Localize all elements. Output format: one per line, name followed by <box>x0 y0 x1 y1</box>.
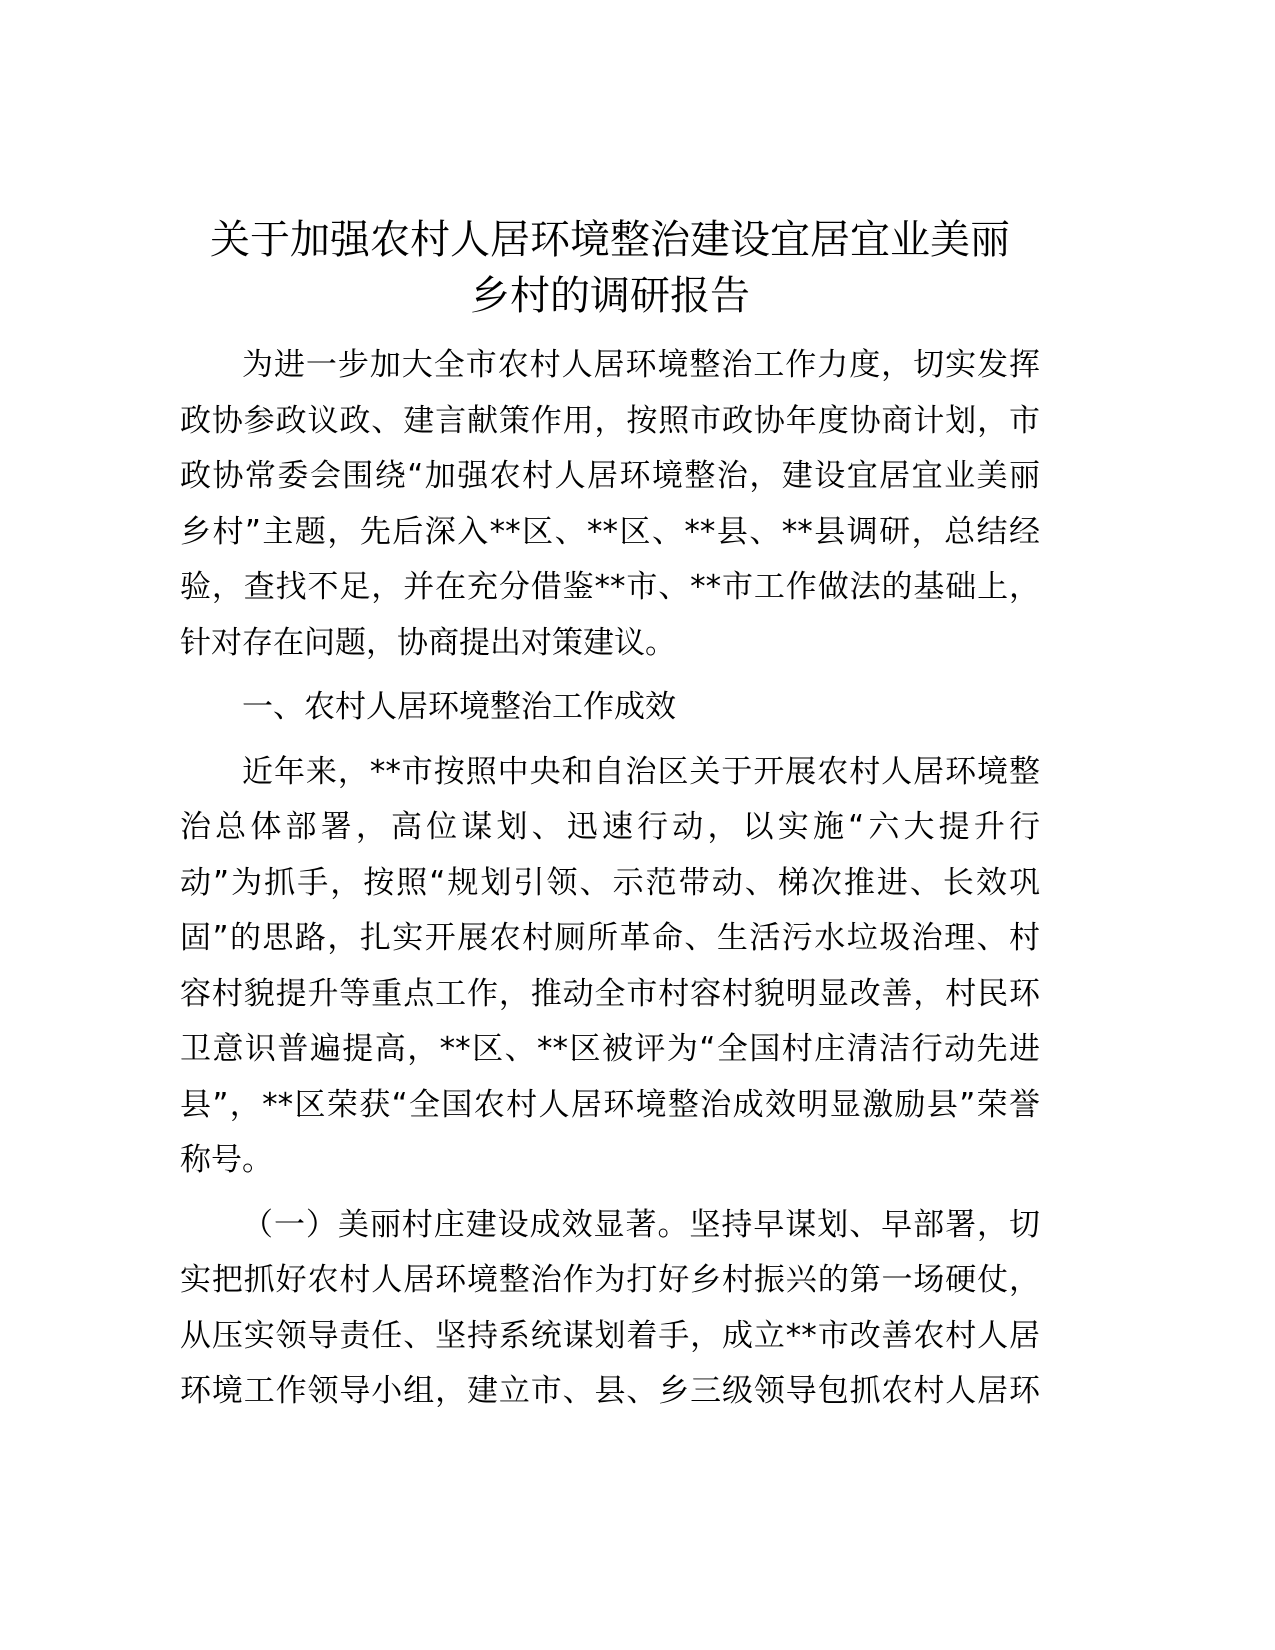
text-line: （一）美丽村庄建设成效显著。坚持早谋划、早部署，切 <box>242 1206 1040 1243</box>
title-line: 乡村的调研报告 <box>470 273 750 319</box>
text-line: 针对存在问题，协商提出对策建议。 <box>180 624 676 661</box>
text-line: 容村貌提升等重点工作，推动全市村容村貌明显改善，村民环 <box>180 975 1040 1012</box>
text-line: 从压实领导责任、坚持系统谋划着手，成立**市改善农村人居 <box>180 1317 1040 1354</box>
heading-line: 一、农村人居环境整治工作成效 <box>242 689 676 725</box>
subsection-paragraph <box>180 1198 1040 1420</box>
text-line: 乡村”主题，先后深入**区、**区、**县、**县调研，总结经 <box>180 513 1040 550</box>
text-line: 动”为抓手，按照“规划引领、示范带动、梯次推进、长效巩 <box>180 864 1040 901</box>
text-line: 县”，**区荣获“全国农村人居环境整治成效明显激励县”荣誉 <box>180 1086 1040 1123</box>
paragraph-gap <box>180 671 1040 680</box>
text-line: 固”的思路，扎实开展农村厕所革命、生活污水垃圾治理、村 <box>180 920 1040 956</box>
paragraph-gap <box>180 1189 1040 1198</box>
text-line: 政协参政议政、建言献策作用，按照市政协年度协商计划，市 <box>180 402 1040 439</box>
text-line: 治总体部署，高位谋划、迅速行动，以实施“六大提升行 <box>180 809 1040 845</box>
section-heading <box>180 680 1040 736</box>
text-line: 为进一步加大全市农村人居环境整治工作力度，切实发挥 <box>242 347 1040 383</box>
text-line: 近年来，**市按照中央和自治区关于开展农村人居环境整 <box>242 753 1040 790</box>
text-line: 卫意识普遍提高，**区、**区被评为“全国村庄清洁行动先进 <box>180 1031 1040 1067</box>
paragraph-gap <box>180 736 1040 745</box>
text-line: 验，查找不足，并在充分借鉴**市、**市工作做法的基础上， <box>180 569 1040 605</box>
document-body <box>180 338 1040 1420</box>
text-line: 称号。 <box>180 1142 273 1178</box>
text-line: 政协常委会围绕“加强农村人居环境整治，建设宜居宜业美丽 <box>180 458 1040 494</box>
text-line: 环境工作领导小组，建立市、县、乡三级领导包抓农村人居环 <box>180 1373 1040 1409</box>
intro-paragraph <box>180 338 1040 671</box>
text-line: 实把抓好农村人居环境整治作为打好乡村振兴的第一场硬仗， <box>180 1262 1040 1298</box>
achievements-paragraph <box>180 745 1040 1189</box>
title-line: 关于加强农村人居环境整治建设宜居宜业美丽 <box>210 217 1010 263</box>
document-title <box>180 212 1040 324</box>
